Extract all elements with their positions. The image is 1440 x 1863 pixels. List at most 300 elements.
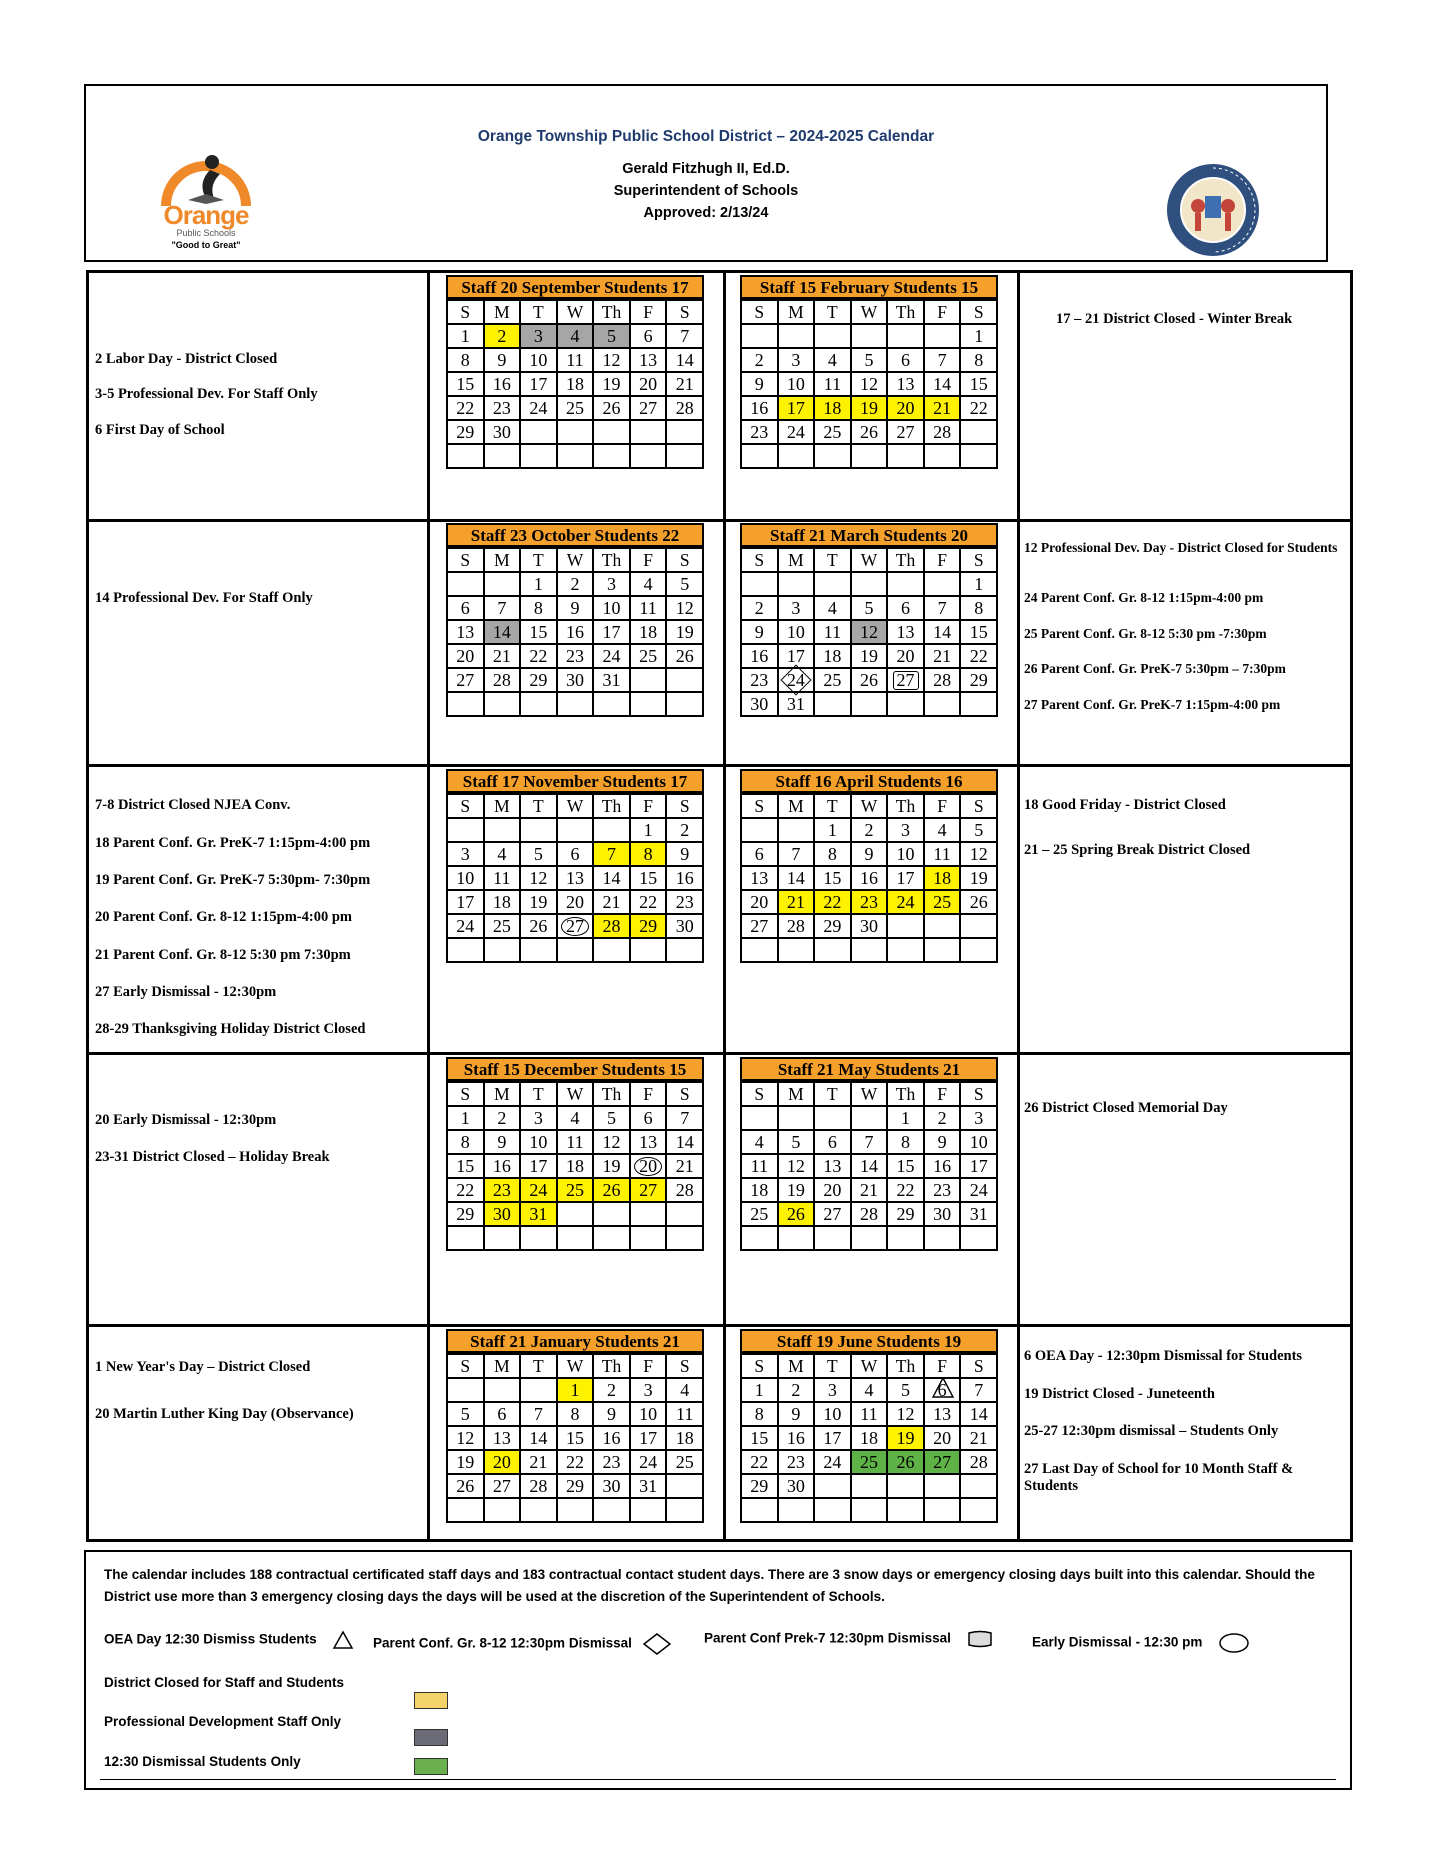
empty-day-cell — [520, 1378, 557, 1402]
day-number: 10 — [456, 868, 475, 888]
day-cell — [630, 572, 667, 596]
day-cell — [778, 890, 815, 914]
day-cell — [447, 1130, 484, 1154]
day-cell — [630, 1450, 667, 1474]
weekday-header: Th — [593, 1082, 630, 1106]
day-number: 28 — [786, 916, 805, 936]
weekday-header: T — [520, 794, 557, 818]
weekday-header: F — [924, 794, 961, 818]
legend-pcprek-label: Parent Conf Prek-7 12:30pm Dismissal — [704, 1630, 951, 1646]
day-number: 31 — [786, 694, 805, 714]
day-number: 12 — [896, 1404, 915, 1424]
weekday-header: S — [447, 300, 484, 324]
note-text: 19 Parent Conf. Gr. PreK-7 5:30pm- 7:30pm — [95, 872, 371, 888]
empty-day-cell — [666, 1498, 703, 1522]
empty-day-cell — [851, 444, 888, 468]
day-number: 24 — [639, 1452, 658, 1472]
day-number: 31 — [602, 670, 621, 690]
day-number: 11 — [933, 844, 951, 864]
day-number: 6 — [754, 844, 764, 864]
legend-text: The calendar includes 188 contractual certificated staff days and 183 contractual contact student days. There are 3 snow days or emergency closing days built into this calendar. Should the District use more than 3 emergency closing days the days will be used at the discretion of the Superintendent of Schools. — [104, 1567, 1315, 1604]
day-number: 4 — [864, 1380, 874, 1400]
day-cell — [741, 914, 778, 938]
day-number: 9 — [791, 1404, 801, 1424]
day-number: 16 — [859, 868, 878, 888]
weekday-header: Th — [887, 1354, 924, 1378]
day-cell — [778, 914, 815, 938]
note-text: 20 Martin Luther King Day (Observance) — [95, 1406, 354, 1422]
note-text: 27 Last Day of School for 10 Month Staff & Students — [1024, 1461, 1294, 1494]
day-number: 17 — [602, 622, 621, 642]
empty-day-cell — [741, 818, 778, 842]
day-number: 20 — [639, 374, 658, 394]
day-cell — [593, 668, 630, 692]
day-cell — [557, 1378, 594, 1402]
day-cell — [520, 620, 557, 644]
weekday-header: S — [960, 1082, 997, 1106]
day-number: 28 — [933, 422, 952, 442]
day-cell — [960, 596, 997, 620]
month-calendar — [740, 1329, 998, 1523]
day-number: 2 — [754, 350, 764, 370]
day-cell — [593, 914, 630, 938]
day-number: 6 — [643, 326, 653, 346]
day-cell — [814, 348, 851, 372]
day-cell — [851, 1378, 888, 1402]
empty-day-cell — [814, 692, 851, 716]
day-number: 23 — [492, 1180, 511, 1200]
note-text: 6 OEA Day - 12:30pm Dismissal for Students — [1024, 1348, 1303, 1364]
day-cell — [447, 396, 484, 420]
day-cell — [851, 596, 888, 620]
day-number: 6 — [643, 1108, 653, 1128]
day-cell — [960, 644, 997, 668]
day-cell — [960, 668, 997, 692]
empty-day-cell — [924, 324, 961, 348]
day-cell — [593, 620, 630, 644]
weekday-header: S — [447, 1082, 484, 1106]
weekday-header: Th — [593, 794, 630, 818]
day-cell — [557, 866, 594, 890]
weekday-header: M — [778, 548, 815, 572]
note-text: 24 Parent Conf. Gr. 8-12 1:15pm-4:00 pm — [1024, 590, 1264, 605]
day-number: 9 — [754, 374, 764, 394]
day-number: 4 — [497, 844, 507, 864]
left-notes — [95, 767, 423, 1052]
weekday-header: M — [778, 300, 815, 324]
empty-day-cell — [630, 1202, 667, 1226]
day-number: 14 — [675, 350, 694, 370]
day-cell — [593, 596, 630, 620]
right-notes — [1024, 522, 1344, 764]
day-cell — [630, 372, 667, 396]
empty-day-cell — [814, 324, 851, 348]
day-cell — [778, 420, 815, 444]
day-cell — [887, 644, 924, 668]
day-number: 8 — [533, 598, 543, 618]
day-number: 22 — [969, 398, 988, 418]
empty-day-cell — [666, 692, 703, 716]
weekday-header: Th — [887, 794, 924, 818]
header-subtitle — [86, 158, 1326, 224]
day-cell — [447, 596, 484, 620]
empty-day-cell — [593, 1498, 630, 1522]
day-cell — [484, 1106, 521, 1130]
day-number: 30 — [602, 1476, 621, 1496]
day-number: 7 — [864, 1132, 874, 1152]
note-text: 6 First Day of School — [95, 422, 225, 438]
empty-day-cell — [630, 420, 667, 444]
day-cell — [887, 372, 924, 396]
legend-oea-label: OEA Day 12:30 Dismiss Students — [104, 1631, 317, 1647]
day-number: 27 — [561, 917, 589, 936]
day-cell — [851, 620, 888, 644]
day-number: 8 — [754, 1404, 764, 1424]
day-number: 30 — [786, 1476, 805, 1496]
day-number: 20 — [823, 1180, 842, 1200]
weekday-header: T — [814, 1354, 851, 1378]
day-cell — [447, 620, 484, 644]
day-number: 30 — [492, 422, 511, 442]
day-number: 10 — [823, 1404, 842, 1424]
day-cell — [557, 914, 594, 938]
day-number: 5 — [460, 1404, 470, 1424]
day-cell — [741, 1426, 778, 1450]
day-number: 2 — [497, 326, 507, 346]
day-cell — [814, 1154, 851, 1178]
day-number: 8 — [974, 598, 984, 618]
day-number: 14 — [492, 622, 511, 642]
day-cell — [887, 1202, 924, 1226]
day-number: 24 — [529, 398, 548, 418]
day-cell — [887, 1154, 924, 1178]
day-cell — [520, 572, 557, 596]
triangle-marker-icon — [931, 1377, 955, 1399]
day-cell — [960, 842, 997, 866]
empty-day-cell — [447, 938, 484, 962]
day-number: 18 — [492, 892, 511, 912]
note-text: 25-27 12:30pm dismissal – Students Only — [1024, 1423, 1279, 1439]
day-cell — [666, 1130, 703, 1154]
day-number: 22 — [969, 646, 988, 666]
empty-day-cell — [924, 572, 961, 596]
day-number: 8 — [643, 844, 653, 864]
day-number: 24 — [786, 670, 805, 690]
day-cell — [666, 1106, 703, 1130]
day-number: 11 — [493, 868, 511, 888]
day-cell — [960, 572, 997, 596]
day-number: 30 — [750, 694, 769, 714]
day-number: 28 — [933, 670, 952, 690]
weekday-header: Th — [887, 548, 924, 572]
legend-oea — [104, 1630, 354, 1650]
day-cell — [447, 1178, 484, 1202]
day-cell — [778, 1402, 815, 1426]
day-cell — [630, 866, 667, 890]
day-number: 7 — [607, 844, 617, 864]
day-number: 16 — [602, 1428, 621, 1448]
day-number: 26 — [675, 646, 694, 666]
day-cell — [557, 842, 594, 866]
day-cell — [484, 1474, 521, 1498]
column-divider — [723, 1055, 726, 1324]
day-number: 3 — [533, 326, 543, 346]
day-number: 15 — [969, 622, 988, 642]
day-cell — [924, 1178, 961, 1202]
day-number: 5 — [607, 326, 617, 346]
day-number: 11 — [860, 1404, 878, 1424]
day-cell — [520, 1474, 557, 1498]
empty-day-cell — [741, 444, 778, 468]
state-seal-icon — [1158, 160, 1268, 260]
day-number: 10 — [529, 1132, 548, 1152]
day-cell — [520, 866, 557, 890]
day-number: 22 — [456, 1180, 475, 1200]
empty-day-cell — [447, 1498, 484, 1522]
day-number: 20 — [456, 646, 475, 666]
day-cell — [814, 420, 851, 444]
legend-divider — [100, 1779, 1336, 1780]
day-cell — [447, 372, 484, 396]
day-number: 4 — [827, 350, 837, 370]
empty-day-cell — [557, 444, 594, 468]
day-cell — [814, 1202, 851, 1226]
day-cell — [484, 348, 521, 372]
day-number: 19 — [969, 868, 988, 888]
note-text: 26 Parent Conf. Gr. PreK-7 5:30pm – 7:30pm — [1024, 661, 1286, 676]
empty-day-cell — [778, 818, 815, 842]
day-number: 13 — [896, 622, 915, 642]
empty-day-cell — [447, 1226, 484, 1250]
day-number: 7 — [974, 1380, 984, 1400]
empty-day-cell — [851, 1498, 888, 1522]
note-text: 23-31 District Closed – Holiday Break — [95, 1149, 330, 1165]
day-cell — [593, 372, 630, 396]
day-cell — [851, 396, 888, 420]
day-cell — [666, 620, 703, 644]
day-cell — [666, 324, 703, 348]
day-number: 4 — [754, 1132, 764, 1152]
weekday-header: S — [447, 794, 484, 818]
day-number: 3 — [791, 350, 801, 370]
day-number: 16 — [750, 646, 769, 666]
day-number: 12 — [456, 1428, 475, 1448]
day-cell — [666, 1154, 703, 1178]
month-grid — [740, 547, 998, 717]
day-number: 12 — [859, 374, 878, 394]
day-cell — [960, 1106, 997, 1130]
day-number: 24 — [602, 646, 621, 666]
empty-day-cell — [960, 1474, 997, 1498]
day-number: 24 — [896, 892, 915, 912]
empty-day-cell — [814, 572, 851, 596]
day-number: 13 — [639, 1132, 658, 1152]
day-cell — [630, 396, 667, 420]
day-cell — [960, 1402, 997, 1426]
day-cell — [666, 1402, 703, 1426]
day-cell — [814, 596, 851, 620]
day-number: 23 — [565, 646, 584, 666]
legend-closed-swatch — [414, 1692, 448, 1709]
day-cell — [924, 348, 961, 372]
day-cell — [484, 324, 521, 348]
empty-day-cell — [484, 1226, 521, 1250]
day-cell — [520, 324, 557, 348]
day-cell — [484, 1450, 521, 1474]
day-cell — [851, 372, 888, 396]
day-number: 2 — [937, 1108, 947, 1128]
day-number: 20 — [896, 398, 915, 418]
empty-day-cell — [851, 1106, 888, 1130]
weekday-header: Th — [593, 1354, 630, 1378]
day-cell — [593, 1402, 630, 1426]
empty-day-cell — [484, 1498, 521, 1522]
day-cell — [557, 324, 594, 348]
note-text: 3-5 Professional Dev. For Staff Only — [95, 386, 318, 402]
day-number: 7 — [497, 598, 507, 618]
weekday-header: W — [557, 1354, 594, 1378]
day-number: 6 — [570, 844, 580, 864]
month-title: Staff 15 December Students 15 — [446, 1057, 704, 1081]
empty-day-cell — [484, 818, 521, 842]
empty-day-cell — [666, 420, 703, 444]
empty-day-cell — [778, 938, 815, 962]
day-cell — [630, 1378, 667, 1402]
day-cell — [851, 1178, 888, 1202]
day-number: 9 — [570, 598, 580, 618]
day-cell — [741, 842, 778, 866]
day-cell — [484, 1154, 521, 1178]
weekday-header: W — [557, 1082, 594, 1106]
day-cell — [484, 1426, 521, 1450]
day-cell — [741, 1378, 778, 1402]
empty-day-cell — [520, 938, 557, 962]
empty-day-cell — [778, 444, 815, 468]
day-number: 27 — [933, 1452, 952, 1472]
day-number: 6 — [460, 598, 470, 618]
superintendent-name: Gerald Fitzhugh II, Ed.D. — [622, 161, 790, 177]
day-cell — [924, 1202, 961, 1226]
day-number: 4 — [937, 820, 947, 840]
day-cell — [887, 1450, 924, 1474]
day-cell — [960, 620, 997, 644]
column-divider — [1017, 1055, 1020, 1324]
day-cell — [924, 1106, 961, 1130]
day-cell — [666, 890, 703, 914]
day-number: 21 — [602, 892, 621, 912]
column-divider — [1017, 522, 1020, 764]
day-cell — [447, 866, 484, 890]
day-cell — [851, 1202, 888, 1226]
month-grid — [740, 793, 998, 963]
day-number: 13 — [639, 350, 658, 370]
day-cell — [924, 1154, 961, 1178]
note-text: 21 Parent Conf. Gr. 8-12 5:30 pm 7:30pm — [95, 947, 351, 963]
day-cell — [630, 644, 667, 668]
empty-day-cell — [557, 692, 594, 716]
column-divider — [1017, 767, 1020, 1052]
day-number: 3 — [607, 574, 617, 594]
day-number: 4 — [680, 1380, 690, 1400]
day-number: 15 — [456, 1156, 475, 1176]
day-number: 29 — [969, 670, 988, 690]
day-number: 20 — [896, 646, 915, 666]
day-cell — [520, 1154, 557, 1178]
day-cell — [630, 348, 667, 372]
day-number: 13 — [933, 1404, 952, 1424]
month-title: Staff 21 May Students 21 — [740, 1057, 998, 1081]
day-cell — [630, 1426, 667, 1450]
empty-day-cell — [814, 1474, 851, 1498]
day-cell — [741, 1474, 778, 1498]
empty-day-cell — [557, 818, 594, 842]
day-number: 27 — [492, 1476, 511, 1496]
day-cell — [924, 644, 961, 668]
day-cell — [520, 890, 557, 914]
day-number: 8 — [901, 1132, 911, 1152]
note-text: 12 Professional Dev. Day - District Closed for Students — [1024, 540, 1338, 555]
day-cell — [778, 620, 815, 644]
day-cell — [924, 842, 961, 866]
day-cell — [960, 1378, 997, 1402]
note-text: 7-8 District Closed NJEA Conv. — [95, 797, 291, 813]
day-cell — [520, 1202, 557, 1226]
legend-closed-label: District Closed for Staff and Students — [104, 1675, 345, 1690]
empty-day-cell — [593, 938, 630, 962]
day-cell — [741, 348, 778, 372]
day-cell — [593, 842, 630, 866]
day-number: 11 — [823, 374, 842, 394]
day-cell — [593, 1426, 630, 1450]
empty-day-cell — [666, 668, 703, 692]
day-number: 2 — [680, 820, 690, 840]
day-number: 16 — [565, 622, 584, 642]
day-cell — [666, 644, 703, 668]
day-cell — [960, 818, 997, 842]
day-cell — [557, 1426, 594, 1450]
day-number: 19 — [786, 1180, 805, 1200]
day-cell — [851, 914, 888, 938]
empty-day-cell — [593, 692, 630, 716]
weekday-header: T — [814, 300, 851, 324]
weekday-header: T — [814, 548, 851, 572]
weekday-header: M — [484, 300, 521, 324]
day-cell — [851, 866, 888, 890]
day-cell — [630, 324, 667, 348]
day-number: 12 — [602, 1132, 621, 1152]
calendar-row — [89, 273, 1350, 519]
weekday-header: S — [960, 1354, 997, 1378]
column-divider — [427, 1327, 430, 1539]
day-cell — [778, 1178, 815, 1202]
day-number: 7 — [680, 326, 690, 346]
calendar-row — [89, 764, 1350, 1052]
empty-day-cell — [924, 1474, 961, 1498]
legend-pc812 — [373, 1632, 672, 1656]
day-cell — [851, 1450, 888, 1474]
day-cell — [814, 842, 851, 866]
day-cell — [630, 890, 667, 914]
weekday-header: S — [741, 300, 778, 324]
day-number: 25 — [933, 892, 952, 912]
day-number: 4 — [570, 1108, 580, 1128]
day-cell — [593, 1154, 630, 1178]
day-cell — [814, 1130, 851, 1154]
weekday-header: W — [851, 1082, 888, 1106]
empty-day-cell — [851, 1226, 888, 1250]
logo-subtitle: Public Schools — [176, 228, 236, 238]
day-number: 30 — [565, 670, 584, 690]
